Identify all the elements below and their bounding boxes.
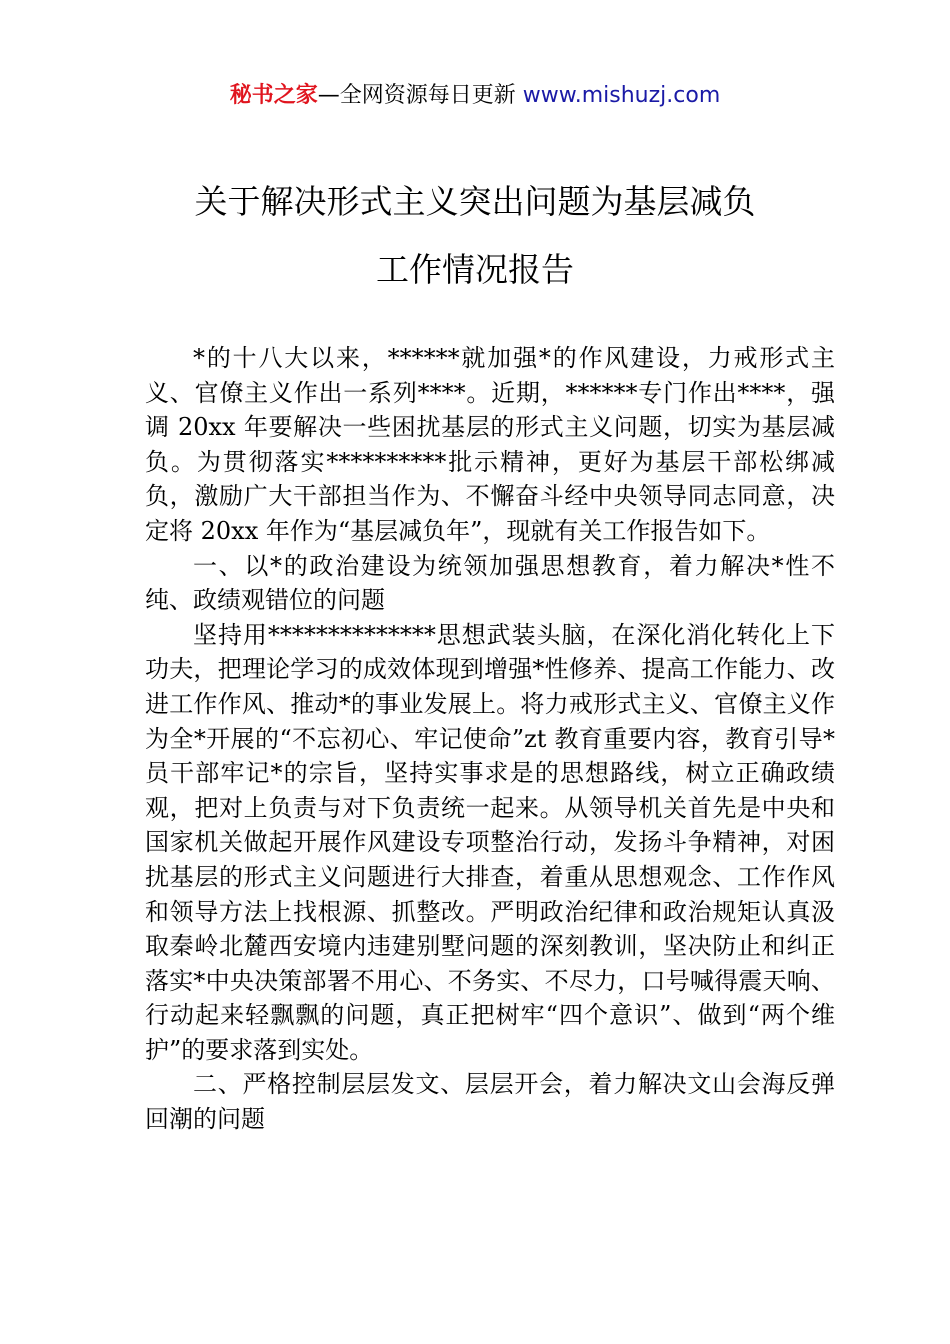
paragraph-intro: *的十八大以来，******就加强*的作风建设，力戒形式主义、官僚主义作出一系列****。近期，******专门作出****，强调 20xx 年要解决一些困扰基层的形式主义问题，切实为基层减负。为贯彻落实**********批示精神，更好为基层干部松绑减负，激励广大干部担当作为、不懈奋斗经中央领导同志同意，决定将 20xx 年作为“基层减负年”，现就有关工作报告如下。 [145, 344, 835, 545]
paragraph-section-1: 坚持用**************思想武装头脑，在深化消化转化上下功夫，把理论学习的成效体现到增强*性修养、提高工作能力、改进工作作风、推动*的事业发展上。将力戒形式主义、官僚主义作为全*开展的“不忘初心、牢记使命”zt 教育重要内容，教育引导*员干部牢记*的宗旨，坚持实事求是的思想路线，树立正确政绩观，把对上负责与对下负责统一起来。从领导机关首先是中央和国家机关做起开展作风建设专项整治行动，发扬斗争精神，对困扰基层的形式主义问题进行大排查，着重从思想观念、工作作风和领导方法上找根源、抓整改。严明政治纪律和政治规矩认真汲取秦岭北麓西安境内违建别墅问题的深刻教训，坚决防止和纠正落实*中央决策部署不用心、不务实、不尽力，口号喊得震天响、行动起来轻飘飘的问题，真正把树牢“四个意识”、做到“两个维护”的要求落到实处。 [145, 620, 835, 1064]
document-title-line-1: 关于解决形式主义突出问题为基层减负 [194, 182, 756, 221]
document-body [145, 341, 835, 1137]
site-url-link[interactable]: www.mishuzj.com [522, 83, 721, 108]
header-tagline: —全网资源每日更新 [317, 83, 523, 108]
brand-name: 秘书之家 [229, 83, 318, 108]
section-heading-2: 二、严格控制层层发文、层层开会，着力解决文山会海反弹回潮的问题 [145, 1070, 835, 1134]
site-header [0, 82, 950, 110]
section-heading-1: 一、以*的政治建设为统领加强思想教育，着力解决*性不纯、政绩观错位的问题 [145, 551, 835, 615]
document-title-line-2: 工作情况报告 [376, 250, 574, 289]
